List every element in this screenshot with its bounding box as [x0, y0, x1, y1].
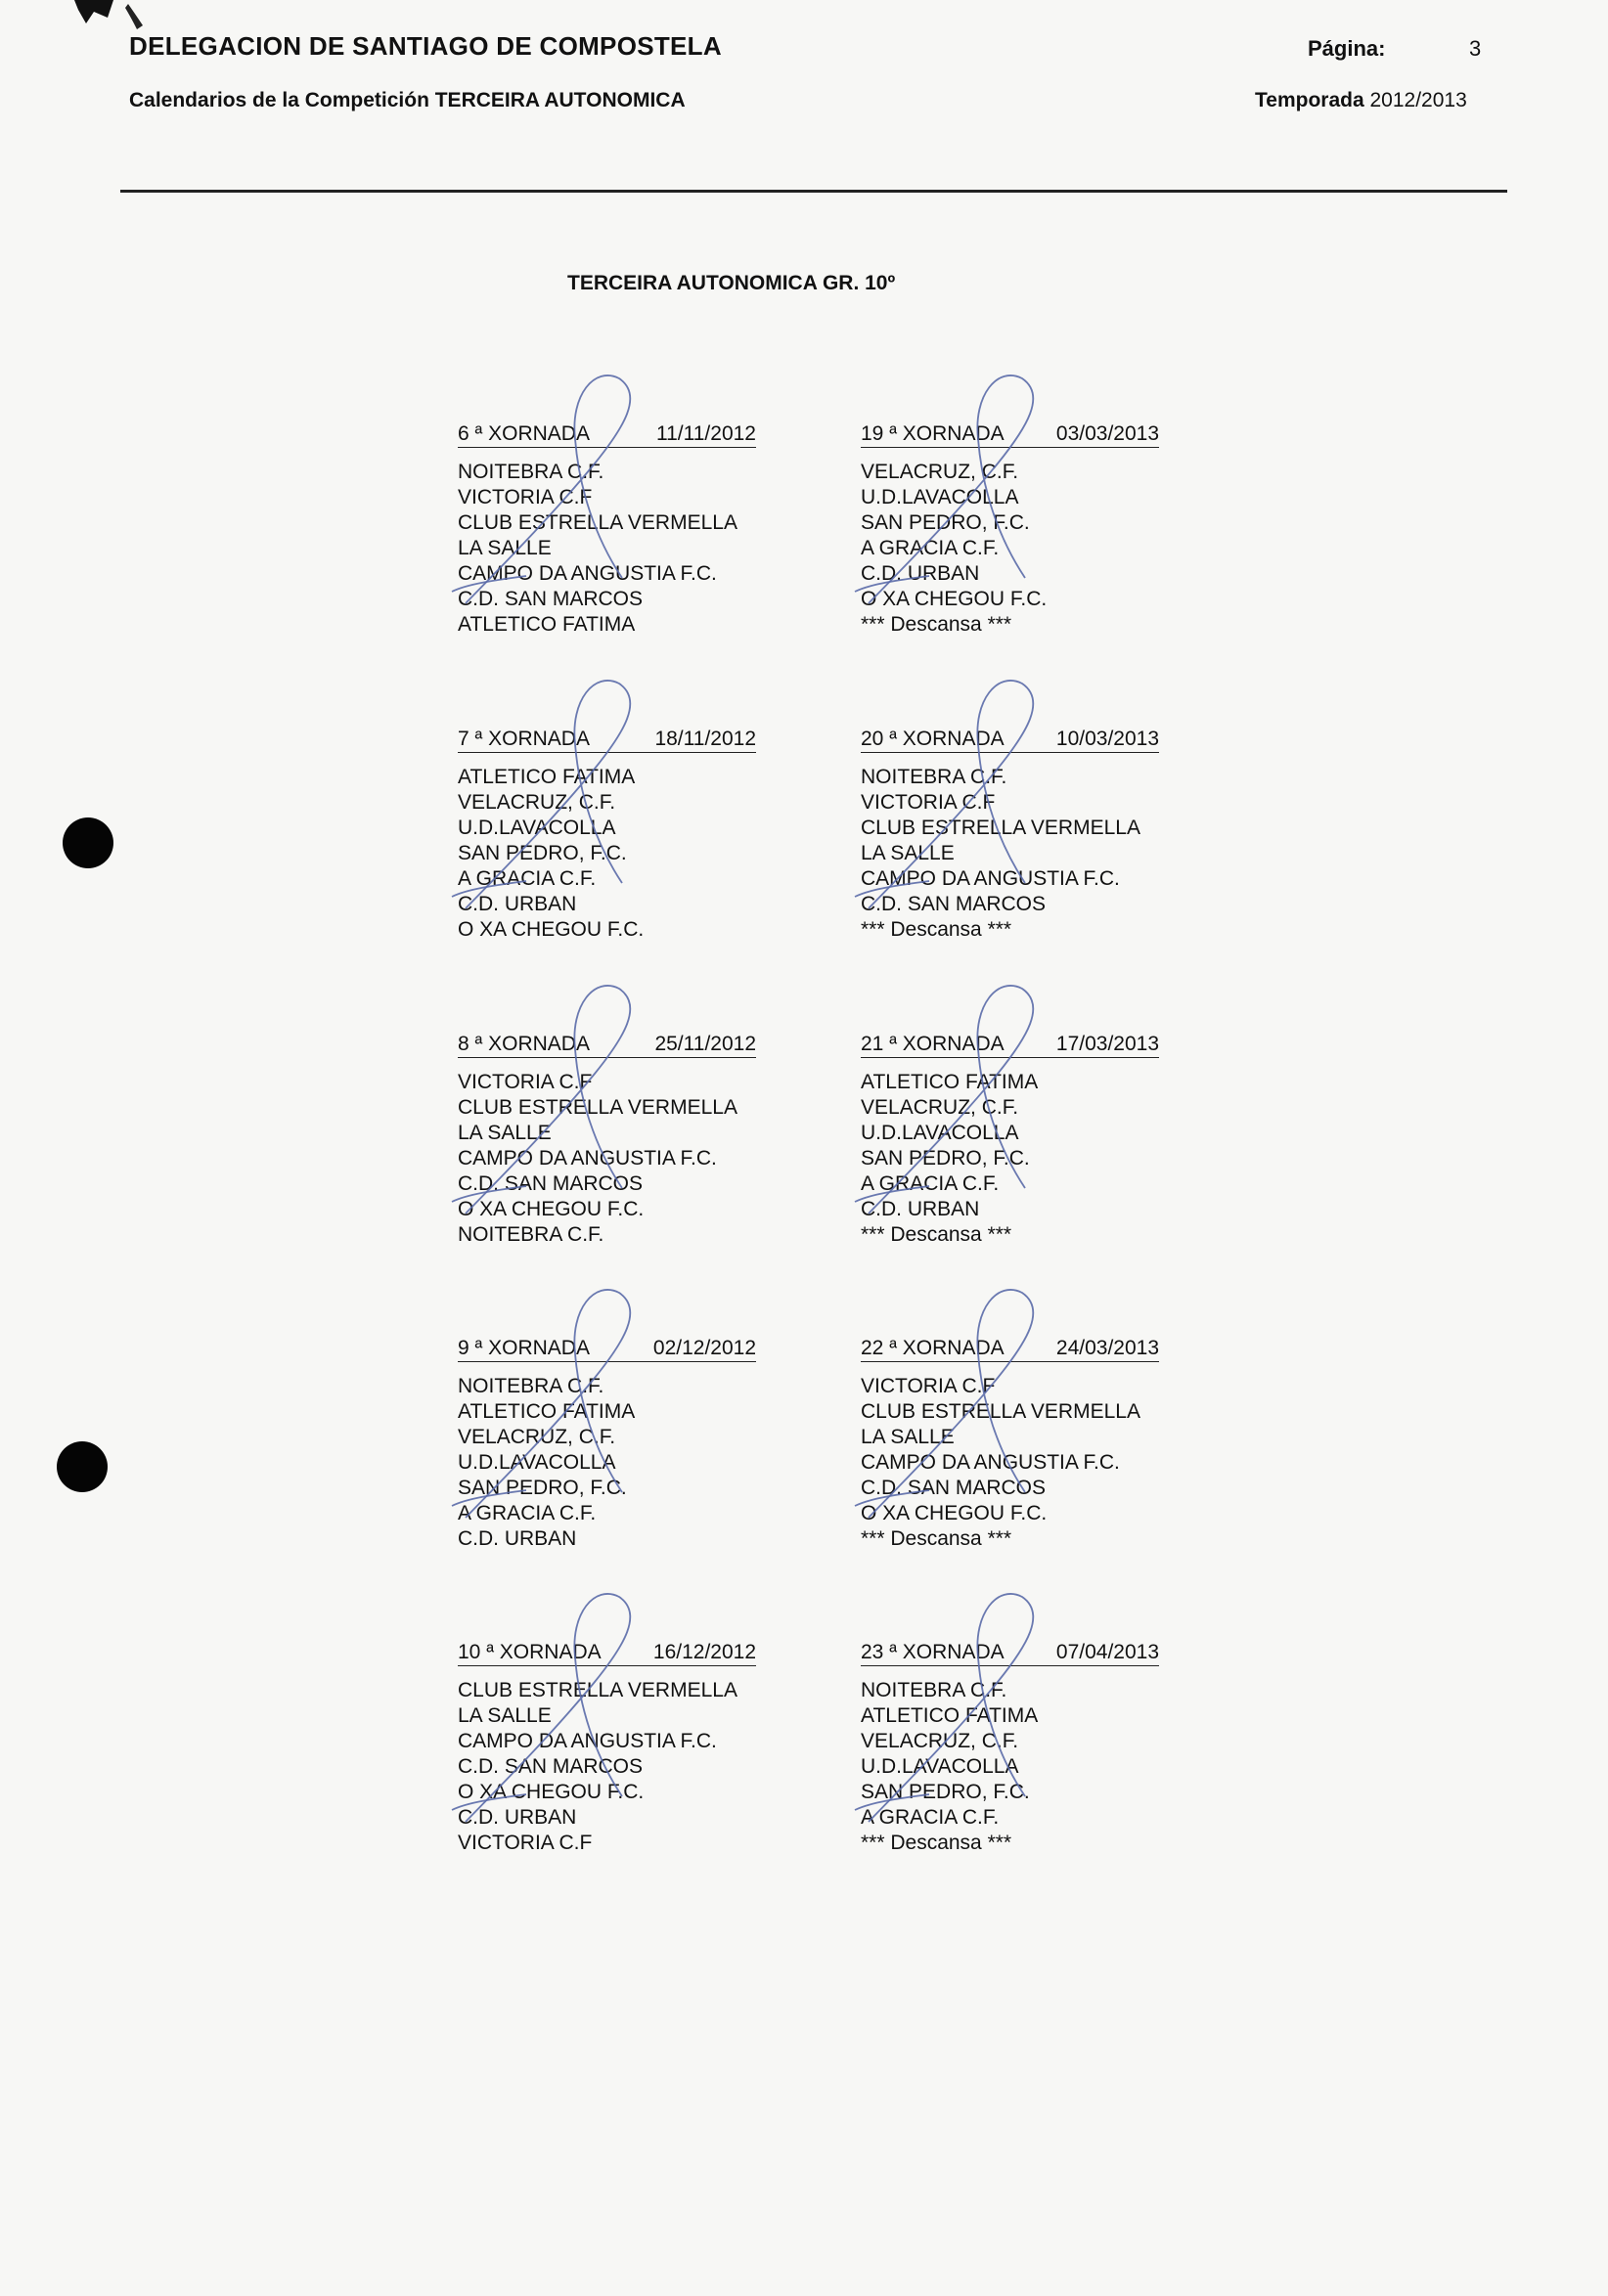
round-header: [458, 1032, 756, 1058]
team-name: C.D. URBAN: [458, 1806, 577, 1829]
team-name: CLUB ESTRELLA VERMELLA: [458, 1679, 737, 1701]
team-name: C.D. URBAN: [861, 1198, 980, 1220]
team-name: SAN PEDRO, F.C.: [861, 511, 1030, 534]
round-header: [458, 1336, 756, 1362]
season-label: Temporada: [1255, 89, 1364, 111]
season: [1255, 89, 1467, 112]
round-date: 11/11/2012: [656, 422, 756, 445]
round-block: [861, 1032, 1159, 1248]
header-divider: [120, 190, 1507, 193]
rest-marker: *** Descansa ***: [861, 1223, 1012, 1246]
team-name: CLUB ESTRELLA VERMELLA: [458, 1096, 737, 1119]
round-block: [458, 421, 756, 638]
round-label: 9 ª XORNADA: [458, 1337, 590, 1359]
team-list: [861, 1374, 1159, 1552]
team-name: LA SALLE: [458, 1704, 552, 1727]
round-label: 7 ª XORNADA: [458, 728, 590, 750]
punch-hole-bottom: [57, 1441, 108, 1492]
round-date: 10/03/2013: [1055, 728, 1159, 750]
team-name: CLUB ESTRELLA VERMELLA: [861, 1400, 1140, 1423]
team-list: [458, 1374, 756, 1552]
team-name: O XA CHEGOU F.C.: [458, 1198, 645, 1220]
round-date: 16/12/2012: [652, 1641, 756, 1663]
team-name: U.D.LAVACOLLA: [861, 486, 1019, 508]
team-name: A GRACIA C.F.: [861, 1172, 1000, 1195]
round-header: [861, 727, 1159, 753]
team-name: VELACRUZ, C.F.: [861, 461, 1019, 483]
header-title: DELEGACION DE SANTIAGO DE COMPOSTELA: [129, 31, 722, 61]
round-label: 20 ª XORNADA: [861, 728, 1005, 750]
rest-marker: *** Descansa ***: [861, 1832, 1012, 1854]
team-name: A GRACIA C.F.: [458, 1502, 597, 1524]
team-name: VELACRUZ, C.F.: [458, 791, 616, 814]
round-label: 21 ª XORNADA: [861, 1033, 1005, 1055]
team-name: VELACRUZ, C.F.: [861, 1730, 1019, 1752]
team-name: SAN PEDRO, F.C.: [861, 1781, 1030, 1803]
team-name: VICTORIA C.F: [458, 1832, 593, 1854]
team-name: NOITEBRA C.F.: [458, 1375, 604, 1397]
team-name: VELACRUZ, C.F.: [861, 1096, 1019, 1119]
page-label: Página:: [1308, 36, 1386, 61]
team-name: U.D.LAVACOLLA: [458, 1451, 616, 1474]
team-name: ATLETICO FATIMA: [458, 1400, 636, 1423]
team-name: O XA CHEGOU F.C.: [458, 1781, 645, 1803]
round-label: 23 ª XORNADA: [861, 1641, 1005, 1663]
team-name: C.D. SAN MARCOS: [861, 893, 1047, 915]
round-header: [458, 727, 756, 753]
team-name: VICTORIA C.F: [861, 1375, 996, 1397]
team-name: LA SALLE: [458, 1122, 552, 1144]
team-name: SAN PEDRO, F.C.: [458, 842, 627, 864]
team-name: ATLETICO FATIMA: [861, 1704, 1039, 1727]
team-name: C.D. URBAN: [861, 562, 980, 585]
team-name: C.D. SAN MARCOS: [458, 588, 644, 610]
team-name: C.D. SAN MARCOS: [458, 1755, 644, 1778]
team-list: [458, 765, 756, 943]
team-name: O XA CHEGOU F.C.: [861, 588, 1048, 610]
round-label: 8 ª XORNADA: [458, 1033, 590, 1055]
team-name: VICTORIA C.F: [458, 1071, 593, 1093]
team-list: [861, 460, 1159, 638]
team-name: CAMPO DA ANGUSTIA F.C.: [458, 1730, 717, 1752]
rest-marker: *** Descansa ***: [861, 918, 1012, 941]
team-list: [458, 1070, 756, 1248]
round-block: [861, 421, 1159, 638]
team-name: CAMPO DA ANGUSTIA F.C.: [861, 1451, 1120, 1474]
team-name: VICTORIA C.F: [458, 486, 593, 508]
team-name: C.D. SAN MARCOS: [458, 1172, 644, 1195]
round-date: 02/12/2012: [652, 1337, 756, 1359]
team-name: U.D.LAVACOLLA: [458, 817, 616, 839]
round-block: [861, 727, 1159, 943]
round-header: [861, 1336, 1159, 1362]
team-name: A GRACIA C.F.: [861, 1806, 1000, 1829]
team-name: U.D.LAVACOLLA: [861, 1122, 1019, 1144]
team-name: O XA CHEGOU F.C.: [861, 1502, 1048, 1524]
team-name: O XA CHEGOU F.C.: [458, 918, 645, 941]
round-block: [861, 1640, 1159, 1856]
round-label: 19 ª XORNADA: [861, 422, 1005, 445]
team-name: NOITEBRA C.F.: [861, 766, 1007, 788]
rest-marker: *** Descansa ***: [861, 1527, 1012, 1550]
team-name: NOITEBRA C.F.: [458, 461, 604, 483]
header-subtitle: Calendarios de la Competición TERCEIRA AUTONOMICA: [129, 89, 686, 111]
team-name: C.D. URBAN: [458, 1527, 577, 1550]
team-name: CAMPO DA ANGUSTIA F.C.: [861, 867, 1120, 890]
team-name: LA SALLE: [861, 842, 955, 864]
round-date: 03/03/2013: [1055, 422, 1159, 445]
team-name: ATLETICO FATIMA: [861, 1071, 1039, 1093]
team-list: [861, 1678, 1159, 1856]
round-date: 07/04/2013: [1055, 1641, 1159, 1663]
round-date: 17/03/2013: [1055, 1033, 1159, 1055]
team-name: LA SALLE: [861, 1426, 955, 1448]
team-name: CAMPO DA ANGUSTIA F.C.: [458, 562, 717, 585]
round-block: [458, 1640, 756, 1856]
rest-marker: *** Descansa ***: [861, 613, 1012, 636]
scan-corner-mark: [74, 0, 167, 33]
team-name: NOITEBRA C.F.: [861, 1679, 1007, 1701]
season-value: 2012/2013: [1369, 89, 1467, 111]
round-block: [861, 1336, 1159, 1552]
team-name: SAN PEDRO, F.C.: [861, 1147, 1030, 1170]
team-list: [861, 765, 1159, 943]
round-label: 10 ª XORNADA: [458, 1641, 602, 1663]
team-name: A GRACIA C.F.: [861, 537, 1000, 559]
round-header: [861, 1640, 1159, 1666]
team-name: CAMPO DA ANGUSTIA F.C.: [458, 1147, 717, 1170]
round-block: [458, 727, 756, 943]
round-header: [458, 1640, 756, 1666]
group-title: TERCEIRA AUTONOMICA GR. 10º: [567, 272, 896, 294]
team-name: SAN PEDRO, F.C.: [458, 1477, 627, 1499]
round-header: [861, 1032, 1159, 1058]
round-header: [458, 421, 756, 448]
team-name: ATLETICO FATIMA: [458, 766, 636, 788]
team-name: CLUB ESTRELLA VERMELLA: [861, 817, 1140, 839]
round-date: 18/11/2012: [654, 728, 756, 750]
team-list: [458, 1678, 756, 1856]
page-number: 3: [1469, 36, 1482, 61]
round-date: 24/03/2013: [1055, 1337, 1159, 1359]
team-list: [861, 1070, 1159, 1248]
team-name: LA SALLE: [458, 537, 552, 559]
punch-hole-top: [63, 817, 113, 868]
team-name: CLUB ESTRELLA VERMELLA: [458, 511, 737, 534]
round-header: [861, 421, 1159, 448]
team-name: C.D. SAN MARCOS: [861, 1477, 1047, 1499]
team-name: A GRACIA C.F.: [458, 867, 597, 890]
round-block: [458, 1032, 756, 1248]
round-date: 25/11/2012: [654, 1033, 756, 1055]
team-name: ATLETICO FATIMA: [458, 613, 636, 636]
round-label: 6 ª XORNADA: [458, 422, 590, 445]
team-list: [458, 460, 756, 638]
team-name: C.D. URBAN: [458, 893, 577, 915]
team-name: NOITEBRA C.F.: [458, 1223, 604, 1246]
round-label: 22 ª XORNADA: [861, 1337, 1005, 1359]
round-block: [458, 1336, 756, 1552]
team-name: VELACRUZ, C.F.: [458, 1426, 616, 1448]
team-name: U.D.LAVACOLLA: [861, 1755, 1019, 1778]
team-name: VICTORIA C.F: [861, 791, 996, 814]
